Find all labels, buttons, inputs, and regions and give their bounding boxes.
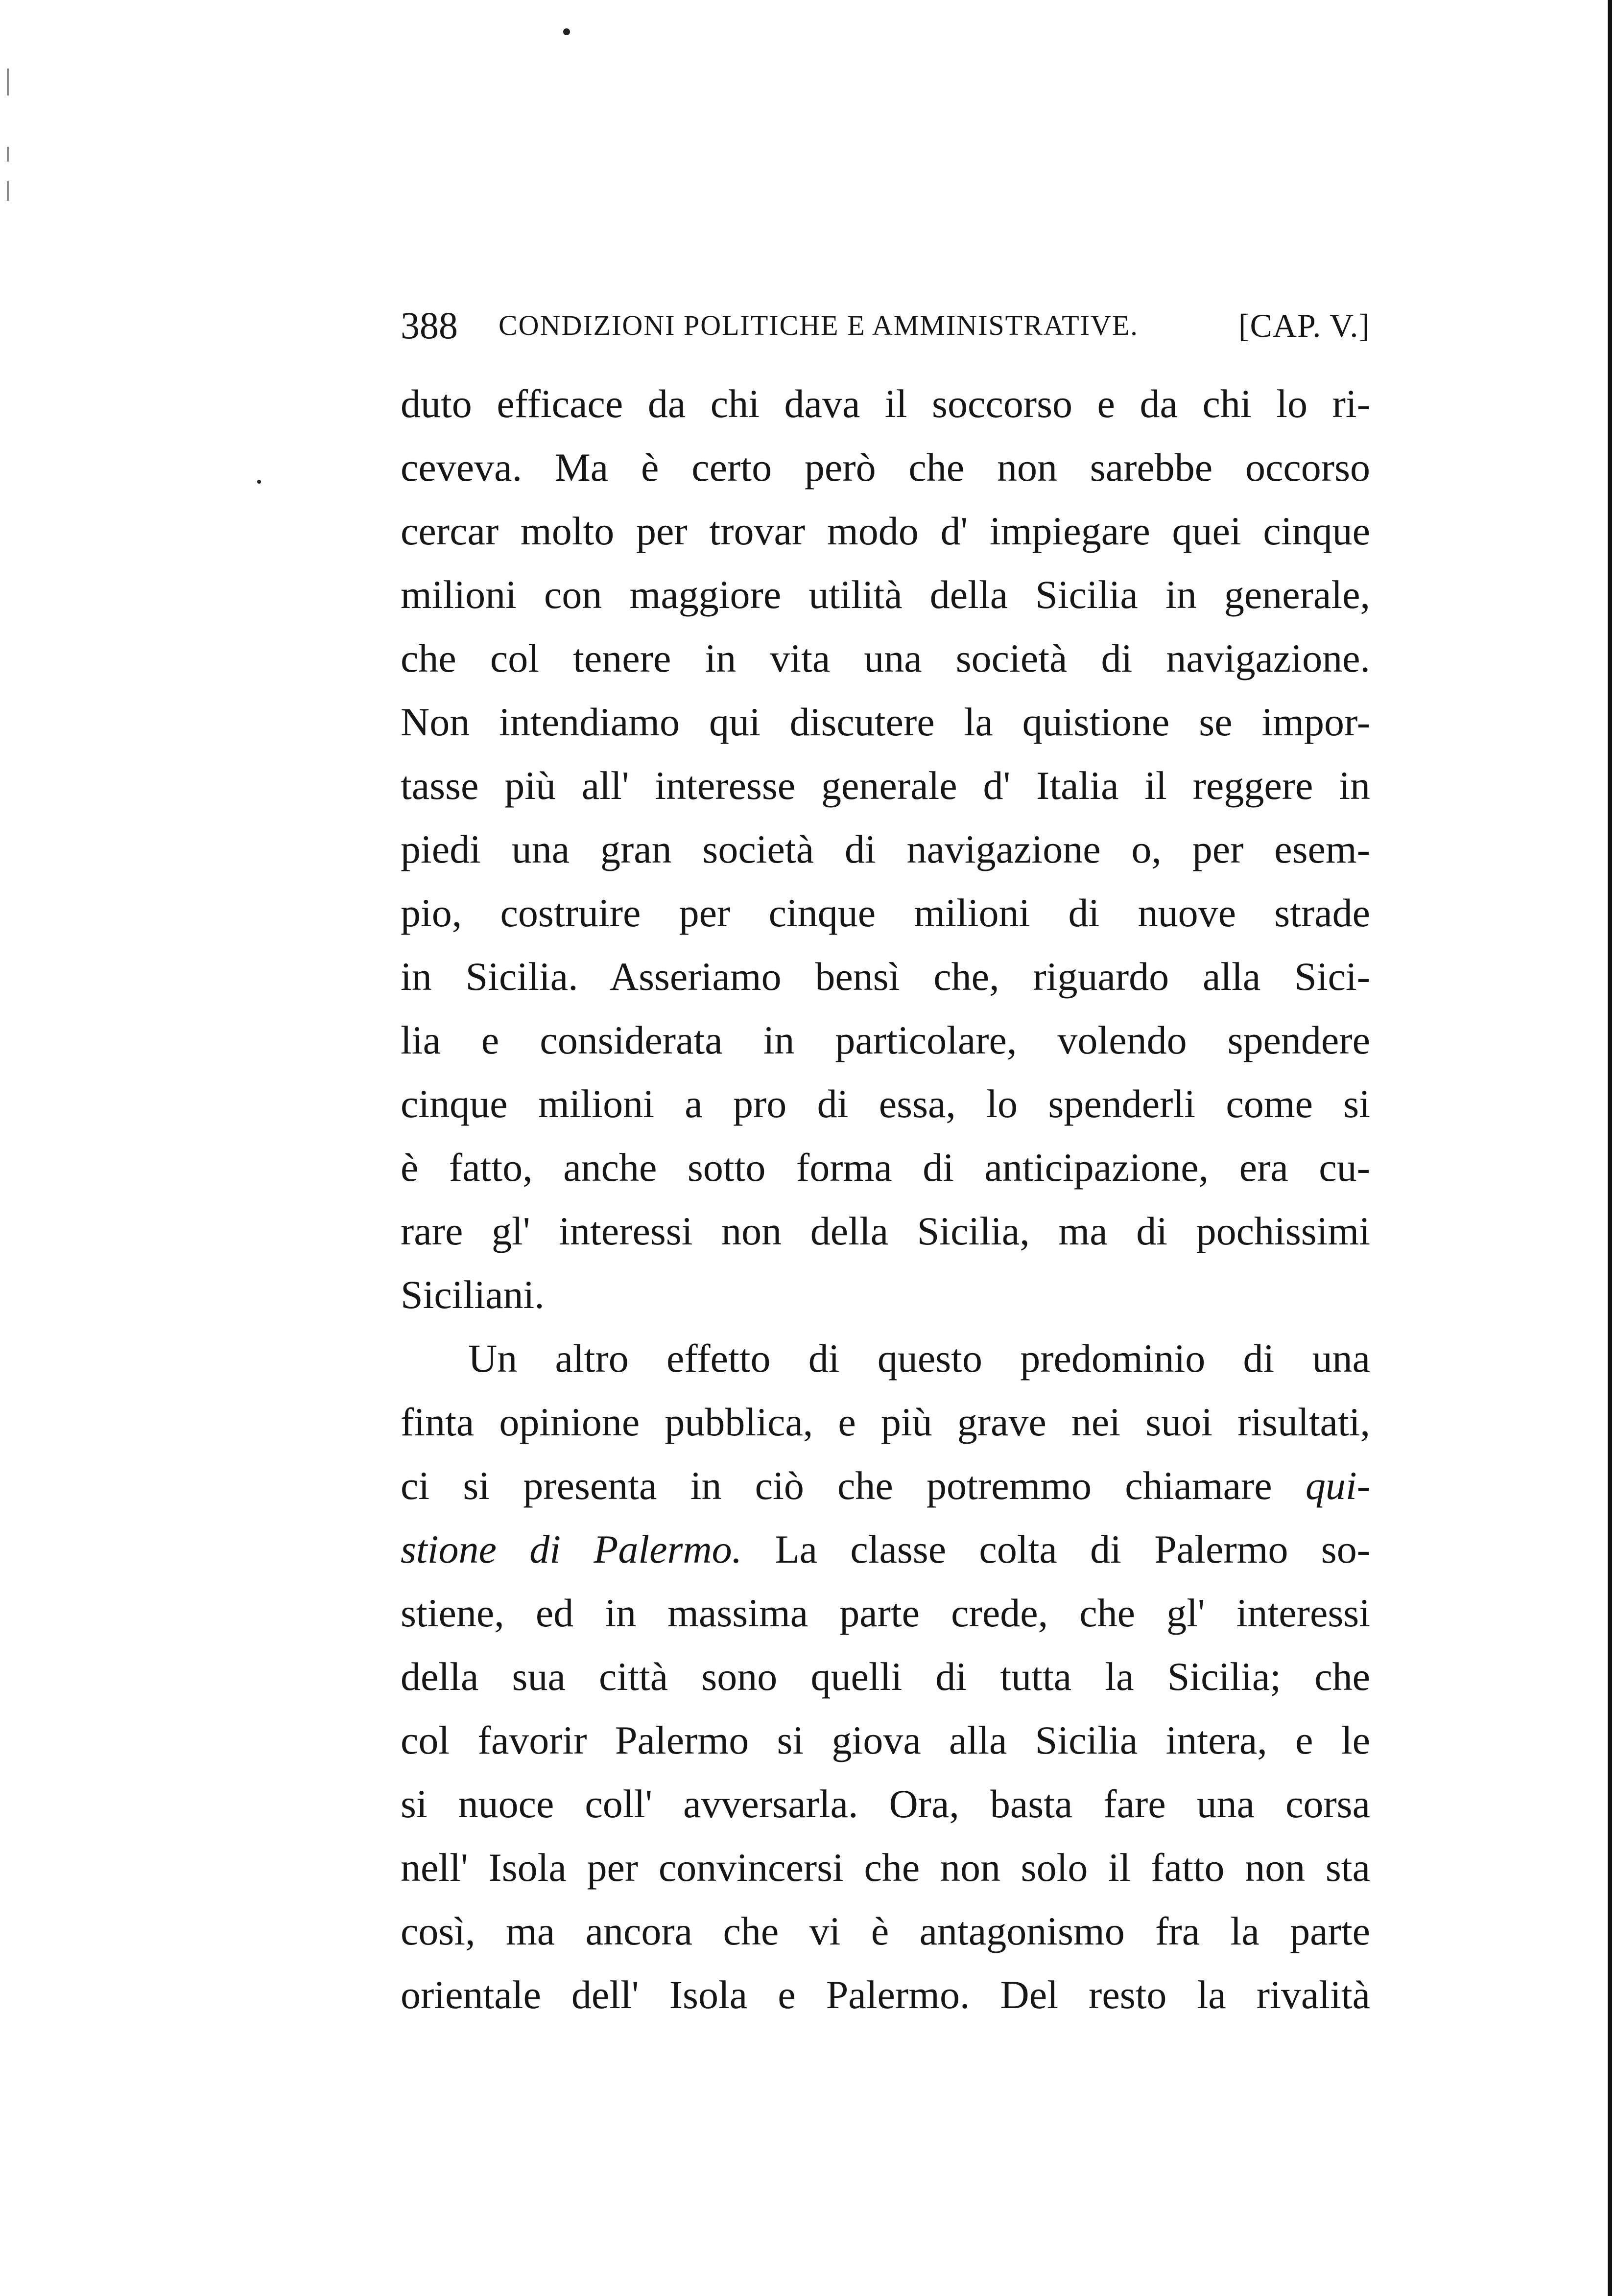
chapter-label: [CAP. V.] [1238, 307, 1370, 344]
scan-speck [7, 69, 9, 95]
text-line: è fatto, anche sotto forma di anticipazione, era cu- [401, 1145, 1370, 1190]
text-line: pio, costruire per cinque milioni di nuove strade [401, 890, 1370, 935]
text-line: rare gl' interessi non della Sicilia, ma di pochissimi [401, 1209, 1370, 1253]
text-line: duto efficace da chi dava il soccorso e da chi lo ri- [401, 381, 1370, 426]
page-edge-shadow [1608, 0, 1612, 2296]
paragraph-2 [401, 1327, 1370, 2027]
text-line: nell' Isola per convincersi che non solo il fatto non sta [401, 1845, 1370, 1890]
text-line: così, ma ancora che vi è antagonismo fra la parte [401, 1909, 1370, 1953]
text-line: Siciliani. [401, 1272, 545, 1317]
text-line: che col tenere in vita una società di navigazione. [401, 636, 1370, 680]
text-line: lia e considerata in particolare, volendo spendere [401, 1018, 1370, 1062]
text-line: cinque milioni a pro di essa, lo spenderli come si [401, 1081, 1370, 1126]
running-title: CONDIZIONI POLITICHE E AMMINISTRATIVE. [499, 309, 1139, 341]
scan-speck [257, 480, 261, 484]
text-line: Non intendiamo qui discutere la quistione se impor- [401, 700, 1370, 744]
text-line: ceveva. Ma è certo però che non sarebbe occorso [401, 445, 1370, 490]
text-segment: ci si presenta in ciò che potremmo chiamare [401, 1463, 1272, 1508]
scan-speck [563, 28, 570, 35]
text-line: si nuoce coll' avversarla. Ora, basta fare una corsa [401, 1781, 1370, 1826]
page-number: 388 [401, 304, 458, 347]
text-segment: La classe colta di Palermo so- [775, 1527, 1370, 1571]
text-line: Un altro effetto di questo predominio di una [468, 1336, 1370, 1381]
text-line: in Sicilia. Asseriamo bensì che, riguardo alla Sici- [401, 954, 1370, 999]
scan-speck [7, 147, 9, 162]
text-line: tasse più all' interesse generale d' Italia il reggere in [401, 763, 1370, 808]
text-line: finta opinione pubblica, e più grave nei suoi risultati, [401, 1400, 1370, 1444]
text-line: cercar molto per trovar modo d' impiegare quei cinque [401, 509, 1370, 553]
text-line: stiene, ed in massima parte crede, che gl' interessi [401, 1591, 1370, 1635]
text-line: piedi una gran società di navigazione o, per esem- [401, 827, 1370, 871]
text-line: della sua città sono quelli di tutta la Sicilia; che [401, 1654, 1370, 1699]
text-line-with-italic [401, 1518, 1370, 1581]
text-line: orientale dell' Isola e Palermo. Del resto la rivalità [401, 1972, 1370, 2017]
running-head [401, 294, 1370, 357]
text-line: milioni con maggiore utilità della Sicilia in generale, [401, 572, 1370, 617]
scan-speck [7, 181, 9, 201]
text-line-with-italic [401, 1454, 1370, 1518]
text-line: col favorir Palermo si giova alla Sicilia intera, e le [401, 1718, 1370, 1762]
paragraph-1 [401, 372, 1370, 1327]
body-text [401, 372, 1370, 2037]
italic-term: qui- [1305, 1463, 1371, 1508]
italic-term: stione di Palermo. [401, 1527, 742, 1571]
